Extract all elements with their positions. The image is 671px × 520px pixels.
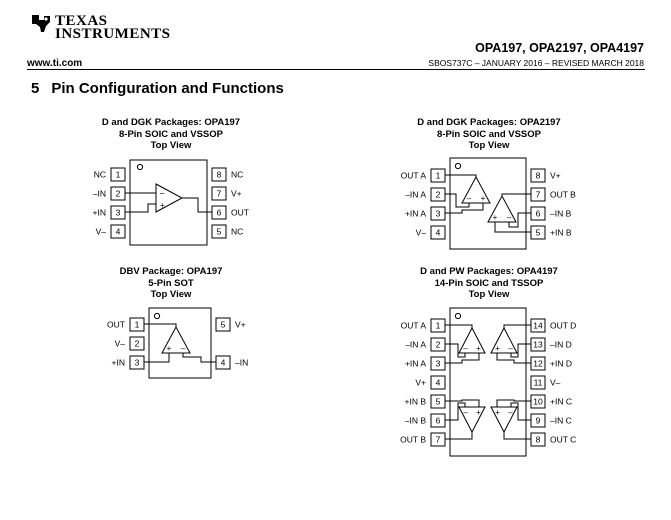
amp-input-sign: – bbox=[508, 344, 513, 353]
pin-label: V– bbox=[114, 338, 125, 349]
opa2197-package bbox=[401, 158, 577, 249]
pin-number: 5 bbox=[535, 227, 541, 238]
pin-label: OUT A bbox=[400, 170, 426, 181]
opa197-sot-title-2: 5-Pin SOT bbox=[148, 277, 194, 289]
pin1-marker-icon bbox=[137, 164, 142, 169]
opa4197-title-1: D and PW Packages: OPA4197 bbox=[420, 266, 558, 277]
pin-label: V– bbox=[415, 227, 426, 238]
opa197-sot-title-3: Top View bbox=[150, 289, 192, 300]
pin-number: 2 bbox=[435, 339, 441, 350]
pin-number: 2 bbox=[134, 338, 140, 349]
company-name-line2: INSTRUMENTS bbox=[55, 26, 171, 42]
pin-label: OUT bbox=[231, 207, 249, 218]
pin-label: –IN D bbox=[550, 339, 572, 350]
opa2197-title-2: 8-Pin SOIC and VSSOP bbox=[437, 128, 541, 140]
pin-number: 4 bbox=[220, 357, 226, 368]
pin-number: 5 bbox=[216, 226, 222, 237]
pin-number: 4 bbox=[115, 226, 121, 237]
pin-label: NC bbox=[93, 169, 106, 180]
pin-label: OUT C bbox=[550, 434, 577, 445]
opa197-soic-title-3: Top View bbox=[150, 140, 192, 151]
pin-label: OUT bbox=[107, 319, 125, 330]
pin-number: 1 bbox=[435, 170, 441, 181]
opa197-soic-title-2: 8-Pin SOIC and VSSOP bbox=[119, 128, 223, 140]
pin-number: 5 bbox=[435, 396, 441, 407]
pin-number: 9 bbox=[535, 415, 541, 426]
opa2197-title-1: D and DGK Packages: OPA2197 bbox=[417, 117, 561, 128]
opa4197-package bbox=[400, 308, 576, 456]
pin-number: 8 bbox=[535, 170, 541, 181]
package-body bbox=[450, 308, 526, 456]
opa197-sot-package bbox=[107, 308, 248, 378]
pin-label: –IN bbox=[92, 188, 106, 199]
pin-label: –IN A bbox=[405, 339, 426, 350]
pin-label: +IN bbox=[92, 207, 106, 218]
pin-number: 3 bbox=[435, 208, 441, 219]
pin-number: 6 bbox=[216, 207, 222, 218]
amp-input-sign: + bbox=[495, 408, 500, 417]
pin-label: +IN C bbox=[550, 396, 572, 407]
pin-label: OUT A bbox=[400, 320, 426, 331]
pin-label: V+ bbox=[235, 319, 246, 330]
pin-label: –IN C bbox=[550, 415, 572, 426]
amp-input-sign: + bbox=[476, 408, 481, 417]
pin-label: –IN B bbox=[404, 415, 426, 426]
pin-label: +IN D bbox=[550, 358, 572, 369]
pin-label: OUT B bbox=[400, 434, 426, 445]
section-number: 5 bbox=[31, 80, 40, 97]
company-name-line1: TEXAS bbox=[55, 13, 108, 29]
section-title: Pin Configuration and Functions bbox=[51, 80, 284, 97]
pin-number: 3 bbox=[134, 357, 140, 368]
pin-label: +IN bbox=[111, 357, 125, 368]
pin-number: 1 bbox=[134, 319, 140, 330]
pin-label: –IN bbox=[235, 357, 249, 368]
amp-input-sign: – bbox=[463, 408, 468, 417]
pin-label: –IN A bbox=[405, 189, 426, 200]
pin-number: 7 bbox=[535, 189, 541, 200]
opa2197-title-3: Top View bbox=[468, 140, 510, 151]
pin-label: V– bbox=[95, 226, 106, 237]
pin-label: –IN B bbox=[550, 208, 572, 219]
document-id: SBOS737C – JANUARY 2016 – REVISED MARCH 2018 bbox=[428, 58, 644, 68]
amp-input-sign: + bbox=[480, 194, 486, 203]
pin-label: V+ bbox=[415, 377, 426, 388]
site-url[interactable]: www.ti.com bbox=[27, 58, 83, 69]
pin-label: +IN A bbox=[404, 208, 426, 219]
pin-number: 3 bbox=[435, 358, 441, 369]
pin-number: 6 bbox=[535, 208, 541, 219]
pin-number: 4 bbox=[435, 377, 441, 388]
pin-label: +IN B bbox=[550, 227, 572, 238]
amp-input-sign: + bbox=[166, 344, 172, 353]
pin-number: 12 bbox=[533, 358, 543, 369]
pin-number: 5 bbox=[220, 319, 226, 330]
pin-label: OUT D bbox=[550, 320, 577, 331]
amp-input-sign: + bbox=[476, 344, 481, 353]
pin-label: +IN B bbox=[404, 396, 426, 407]
pin-number: 7 bbox=[216, 188, 222, 199]
pin-number: 2 bbox=[435, 189, 441, 200]
pin-number: 3 bbox=[115, 207, 121, 218]
amp-input-sign: – bbox=[466, 194, 472, 203]
pin-number: 8 bbox=[535, 434, 541, 445]
pin1-marker-icon bbox=[154, 313, 159, 318]
pin-label: V– bbox=[550, 377, 561, 388]
pin-number: 11 bbox=[533, 377, 543, 388]
amp-input-sign: + bbox=[160, 201, 165, 210]
pin-number: 8 bbox=[216, 169, 222, 180]
pin-label: OUT B bbox=[550, 189, 576, 200]
pin-number: 7 bbox=[435, 434, 441, 445]
opa197-soic-title-1: D and DGK Packages: OPA197 bbox=[101, 117, 241, 128]
amp-input-sign: + bbox=[495, 344, 500, 353]
pin-label: V+ bbox=[231, 188, 242, 199]
pin-number: 10 bbox=[533, 396, 543, 407]
amp-input-sign: – bbox=[506, 213, 512, 222]
pin-number: 2 bbox=[115, 188, 121, 199]
amp-input-sign: – bbox=[508, 408, 513, 417]
pin-label: NC bbox=[231, 169, 244, 180]
pin-number: 4 bbox=[435, 227, 441, 238]
pin-number: 1 bbox=[435, 320, 441, 331]
opa197-sot-title-1: DBV Package: OPA197 bbox=[119, 266, 223, 277]
pin-label: +IN A bbox=[404, 358, 426, 369]
amp-input-sign: + bbox=[492, 213, 498, 222]
amp-input-sign: – bbox=[463, 344, 468, 353]
part-numbers: OPA197, OPA2197, OPA4197 bbox=[475, 41, 644, 55]
amp-input-sign: – bbox=[160, 188, 165, 198]
pin-number: 13 bbox=[533, 339, 543, 350]
pin1-marker-icon bbox=[455, 163, 460, 168]
pin-label: NC bbox=[231, 226, 244, 237]
pin-label: V+ bbox=[550, 170, 561, 181]
pin1-marker-icon bbox=[455, 313, 460, 318]
opa4197-title-2: 14-Pin SOIC and TSSOP bbox=[434, 277, 544, 289]
opa197-soic-package bbox=[93, 160, 249, 245]
opa4197-title-3: Top View bbox=[468, 289, 510, 300]
pin-number: 14 bbox=[533, 320, 543, 331]
pin-number: 6 bbox=[435, 415, 441, 426]
pin-number: 1 bbox=[115, 169, 121, 180]
amp-input-sign: – bbox=[180, 344, 186, 353]
